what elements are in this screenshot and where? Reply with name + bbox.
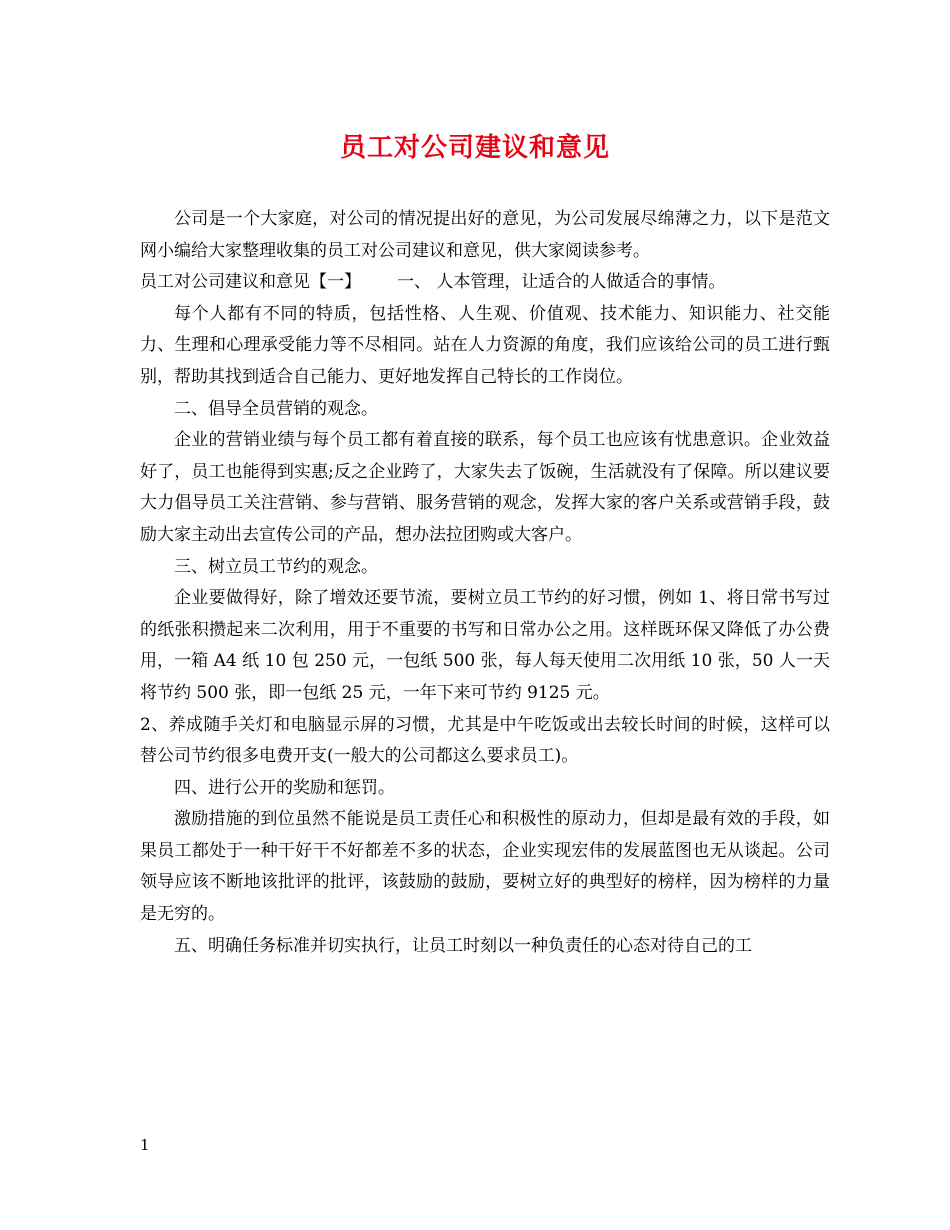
section-2-heading: 二、倡导全员营销的观念。 [174, 398, 378, 419]
paragraph-3: 企业要做得好，除了增效还要节流，要树立员工节约的好习惯，例如 1、将日常书写过的纸张积攒起来二次利用，用于不重要的书写和日常办公之用。这样既环保又降低了办公费用，一箱 A4 纸 10 包 250 元，一包纸 500 张，每人每天使用二次用纸 10 张，50 人一天将节约 500 张，即一包纸 25 元，一年下来可节约 9125 元。 [140, 588, 830, 703]
heading-left: 员工对公司建议和意见【一】 [140, 272, 361, 293]
paragraph-3-continued: 2、养成随手关灯和电脑显示屏的习惯，尤其是中午吃饭或出去较长时间的时候，这样可以替公司节约很多电费开支(一般大的公司都这么要求员工)。 [140, 714, 830, 767]
heading-right: 一、 人本管理，让适合的人做适合的事情。 [397, 272, 726, 293]
intro-paragraph: 公司是一个大家庭，对公司的情况提出好的意见，为公司发展尽绵薄之力，以下是范文网小编给大家整理收集的员工对公司建议和意见，供大家阅读参考。 [140, 209, 830, 261]
section-heading-line [140, 267, 830, 299]
paragraph-2: 企业的营销业绩与每个员工都有着直接的联系，每个员工也应该有忧患意识。企业效益好了，员工也能得到实惠;反之企业跨了，大家失去了饭碗，生活就没有了保障。所以建议要大力倡导员工关注营销、参与营销、服务营销的观念，发挥大家的客户关系或营销手段，鼓励大家主动出去宣传公司的产品，想办法拉团购或大客户。 [140, 430, 830, 545]
section-3-heading: 三、树立员工节约的观念。 [174, 556, 378, 577]
section-5-heading: 五、明确任务标准并切实执行，让员工时刻以一种负责任的心态对待自己的工 [174, 935, 752, 956]
page-title: 员工对公司建议和意见 [339, 133, 610, 163]
page-number: 1 [140, 1136, 150, 1154]
paragraph-1: 每个人都有不同的特质，包括性格、人生观、价值观、技术能力、知识能力、社交能力、生理和心理承受能力等不尽相同。站在人力资源的角度，我们应该给公司的员工进行甄别，帮助其找到适合自己能力、更好地发挥自己特长的工作岗位。 [140, 303, 830, 387]
document-body [140, 204, 830, 962]
paragraph-4: 激励措施的到位虽然不能说是员工责任心和积极性的原动力，但却是最有效的手段，如果员工都处于一种干好干不好都差不多的状态，企业实现宏伟的发展蓝图也无从谈起。公司领导应该不断地该批评的批评，该鼓励的鼓励，要树立好的典型好的榜样，因为榜样的力量是无穷的。 [140, 809, 830, 925]
section-4-heading: 四、进行公开的奖励和惩罚。 [174, 777, 395, 798]
